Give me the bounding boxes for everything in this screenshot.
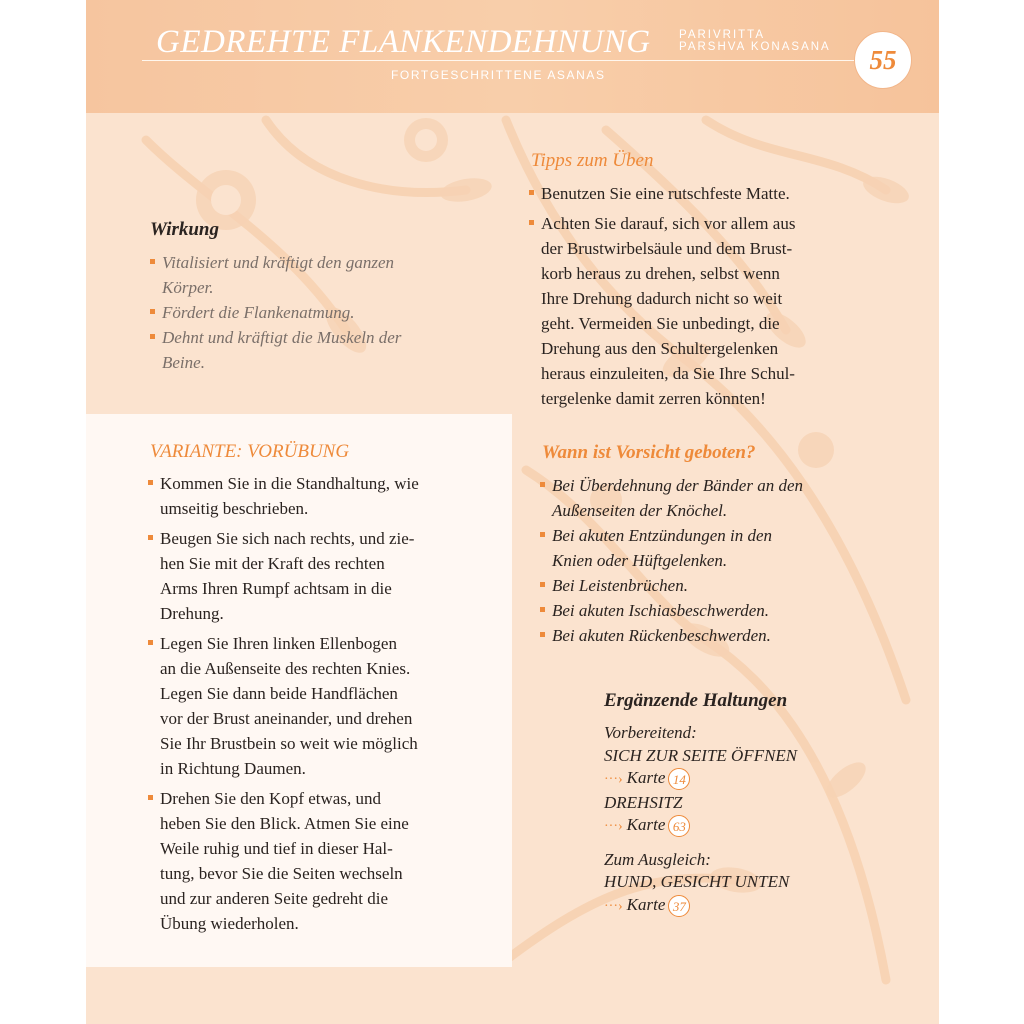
sanskrit-name <box>679 29 849 53</box>
yoga-card <box>86 0 939 1024</box>
page-header <box>86 0 939 113</box>
wirkung-line: Körper. <box>162 278 214 297</box>
list-item <box>148 526 488 626</box>
card-label: Karte <box>626 768 666 787</box>
vorsicht-list <box>540 473 900 648</box>
list-item <box>148 786 488 936</box>
line: Drehen Sie den Kopf etwas, und <box>160 789 381 808</box>
line: Bei Überdehnung der Bänder an den <box>552 476 804 495</box>
line: Legen Sie dann beide Handflächen <box>160 684 398 703</box>
wirkung-line: Dehnt und kräftigt die Muskeln der <box>162 328 402 347</box>
line: Bei Leistenbrüchen. <box>552 576 688 595</box>
line: Beugen Sie sich nach rechts, und zie- <box>160 529 415 548</box>
sanskrit-name-line-2: PARSHVA KONASANA <box>679 41 831 53</box>
complementary-poses <box>604 690 904 918</box>
pose-title: GEDREHTE FLANKENDEHNUNG <box>156 24 651 60</box>
list-item <box>150 325 480 375</box>
line: vor der Brust aneinander, und drehen <box>160 709 413 728</box>
card-number-badge: 63 <box>668 815 690 837</box>
tipps-title: Tipps zum Üben <box>531 150 654 171</box>
line: Bei akuten Rückenbeschwerden. <box>552 626 771 645</box>
list-item <box>540 623 900 648</box>
card-reference-2[interactable] <box>604 814 904 839</box>
list-item <box>150 300 480 325</box>
line: korb heraus zu drehen, selbst wenn <box>541 264 780 283</box>
card-label: Karte <box>626 815 666 834</box>
line: an die Außenseite des rechten Knies. <box>160 659 411 678</box>
list-item <box>540 523 900 573</box>
card-label: Karte <box>626 894 666 914</box>
card-number-badge: 14 <box>668 768 690 790</box>
line: tergelenke damit zerren könnten! <box>541 389 766 408</box>
wirkung-line: Vitalisiert und kräftigt den ganzen <box>162 253 394 272</box>
list-item <box>540 473 900 523</box>
list-item <box>540 598 900 623</box>
line: hen Sie mit der Kraft des rechten <box>160 554 385 573</box>
vorsicht-title: Wann ist Vorsicht geboten? <box>542 442 756 463</box>
wirkung-title: Wirkung <box>150 219 219 240</box>
variante-title: VARIANTE: VORÜBUNG <box>150 441 350 462</box>
tipps-list <box>529 181 889 416</box>
arrow-right-icon: ···› <box>604 819 623 834</box>
spacer <box>604 839 904 849</box>
pose-name-2: DREHSITZ <box>604 792 683 812</box>
variante-list <box>148 471 488 941</box>
line: Arms Ihren Rumpf achtsam in die <box>160 579 392 598</box>
line: Bei akuten Entzündungen in den <box>552 526 773 545</box>
line: und zur anderen Seite gedreht die <box>160 889 388 908</box>
line: heben Sie den Blick. Atmen Sie eine <box>160 814 409 833</box>
wirkung-line: Fördert die Flankenatmung. <box>162 303 355 322</box>
line: in Richtung Daumen. <box>160 759 306 778</box>
preparatory-label: Vorbereitend: <box>604 723 697 742</box>
list-item <box>148 631 488 781</box>
line: Drehung. <box>160 604 224 623</box>
category-label: FORTGESCHRITTENE ASANAS <box>391 68 606 82</box>
line: umseitig beschrieben. <box>160 499 309 518</box>
line: Knien oder Hüftgelenken. <box>552 551 728 570</box>
list-item <box>150 250 480 300</box>
list-item <box>540 573 900 598</box>
line: Legen Sie Ihren linken Ellenbogen <box>160 634 397 653</box>
sanskrit-name-line-1: PARIVRITTA <box>679 29 766 41</box>
card-number-badge: 37 <box>668 895 690 917</box>
line: geht. Vermeiden Sie unbedingt, die <box>541 314 780 333</box>
page-number-badge: 55 <box>854 31 912 89</box>
line: Kommen Sie in die Standhaltung, wie <box>160 474 419 493</box>
line: Außenseiten der Knöchel. <box>552 501 728 520</box>
list-item <box>529 181 889 206</box>
line: Sie Ihr Brustbein so weit wie möglich <box>160 734 418 753</box>
list-item <box>148 471 488 521</box>
line: Drehung aus den Schultergelenken <box>541 339 779 358</box>
line: der Brustwirbelsäule und dem Brust- <box>541 239 793 258</box>
line: Bei akuten Ischiasbeschwerden. <box>552 601 769 620</box>
line: tung, bevor Sie die Seiten wechseln <box>160 864 403 883</box>
compensation-label: Zum Ausgleich: <box>604 849 711 869</box>
line: Ihre Drehung dadurch nicht so weit <box>541 289 783 308</box>
wirkung-list <box>150 250 480 375</box>
complementary-title: Ergänzende Haltungen <box>604 690 788 711</box>
line: Weile ruhig und tief in dieser Hal- <box>160 839 393 858</box>
header-divider <box>142 60 854 61</box>
card-reference-1[interactable] <box>604 767 904 792</box>
pose-name-1: SICH ZUR SEITE ÖFFNEN <box>604 745 798 765</box>
line: Benutzen Sie eine rutschfeste Matte. <box>541 184 790 203</box>
line: heraus einzuleiten, da Sie Ihre Schul- <box>541 364 795 383</box>
line: Übung wiederholen. <box>160 914 299 933</box>
arrow-right-icon: ···› <box>604 898 623 914</box>
list-item <box>529 211 889 411</box>
pose-name-3: HUND, GESICHT UNTEN <box>604 872 790 891</box>
line: Achten Sie darauf, sich vor allem aus <box>541 214 796 233</box>
card-reference-3[interactable] <box>604 894 904 919</box>
arrow-right-icon: ···› <box>604 772 623 787</box>
wirkung-line: Beine. <box>162 353 205 372</box>
